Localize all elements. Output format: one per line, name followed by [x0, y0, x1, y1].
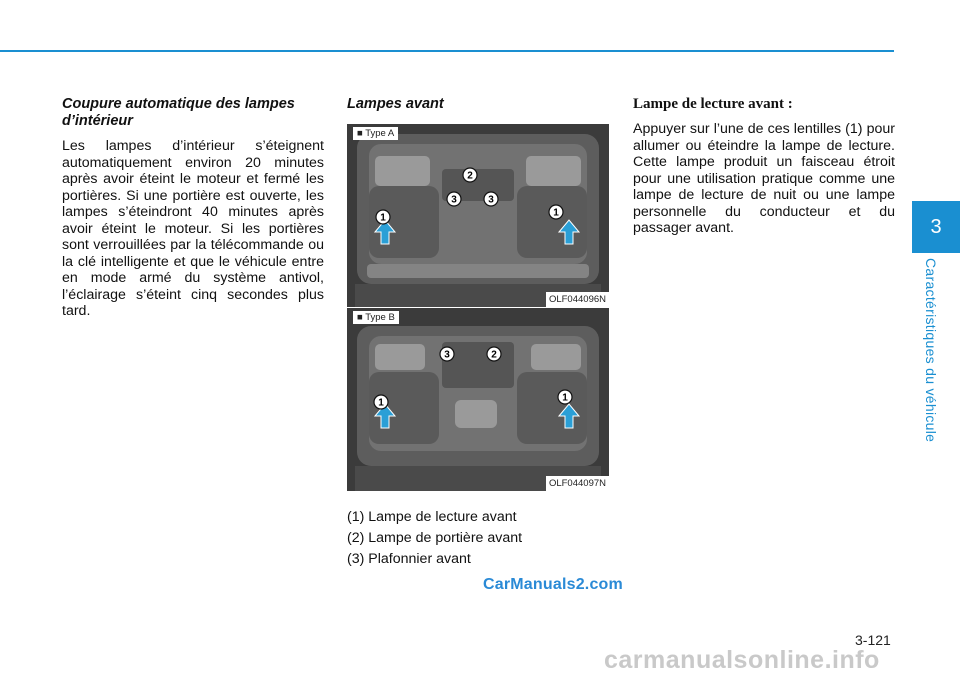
reading-lamp-section: [633, 96, 895, 237]
section-heading-reading-lamp: Lampe de lecture avant :: [633, 96, 793, 112]
watermark-link[interactable]: CarManuals2.com: [483, 576, 623, 593]
callout-badge: [558, 390, 572, 404]
figure-tag-type-a: ■ Type A: [353, 127, 398, 140]
callout-label: 1: [553, 207, 559, 219]
auto-shutoff-section: [62, 96, 324, 320]
callout-label: 1: [562, 392, 568, 404]
section-heading-front-lamps: Lampes avant: [347, 96, 444, 112]
callout-badge: [374, 395, 388, 409]
callout-badge: [549, 205, 563, 219]
callout-label: 2: [491, 349, 497, 361]
figure-code-a: OLF044096N: [546, 292, 609, 307]
figure-type-b: [347, 307, 609, 491]
reading-lamp-text: Appuyer sur l’une de ces lentilles (1) pour allumer ou éteindre la lampe de lecture. Cette lampe produit un faisceau étroit pour une utilisation pratique comme une lampe de lecture de nuit ou une lampe personnelle du conducteur et du passager avant.: [633, 121, 895, 236]
callout-badge: [447, 192, 461, 206]
figure-tag-type-b: ■ Type B: [353, 311, 399, 324]
callout-badge: [487, 347, 501, 361]
callout-label: 3: [451, 194, 457, 206]
front-lamps-legend: [347, 507, 609, 570]
legend-item: (3) Plafonnier avant: [347, 551, 471, 567]
callout-label: 1: [380, 212, 386, 224]
footer-watermark: carmanualsonline.info: [604, 646, 880, 674]
figure-type-a: [347, 124, 609, 307]
callout-badge: [484, 192, 498, 206]
callout-label: 1: [378, 397, 384, 409]
section-heading-auto-shutoff: Coupure automatique des lampes d’intérieur: [62, 96, 295, 129]
callout-label: 3: [488, 194, 494, 206]
page-number: 3-121: [855, 632, 891, 648]
legend-item: (2) Lampe de portière avant: [347, 530, 523, 546]
callout-label: 2: [467, 170, 473, 182]
figure-code-b: OLF044097N: [546, 476, 609, 491]
top-rule: [0, 50, 894, 52]
callouts-a: [347, 124, 609, 307]
callouts-b: [347, 308, 609, 491]
arrow-icon: [559, 220, 579, 244]
legend-item: (1) Lampe de lecture avant: [347, 509, 517, 525]
arrow-icon: [559, 404, 579, 428]
chapter-title: Caractéristiques du véhicule: [923, 258, 939, 443]
chapter-number-tab: 3: [912, 201, 960, 253]
front-lamps-section: [347, 96, 609, 113]
callout-badge: [463, 168, 477, 182]
callout-label: 3: [444, 349, 450, 361]
auto-shutoff-text: Les lampes d’intérieur s’éteignent automatiquement environ 20 minutes après avoir éteint le moteur et fermé les portières. Si une portière est ouverte, les lampes s’éteindront 40 minutes après avoir éteint le moteur. Si les portières sont verrouillées par la télécommande ou la clé intelligente et que le véhicule entre en mode armé du système antivol, l’éclairage s’éteint cinq secondes plus tard.: [62, 138, 324, 319]
callout-badge: [440, 347, 454, 361]
callout-badge: [376, 210, 390, 224]
